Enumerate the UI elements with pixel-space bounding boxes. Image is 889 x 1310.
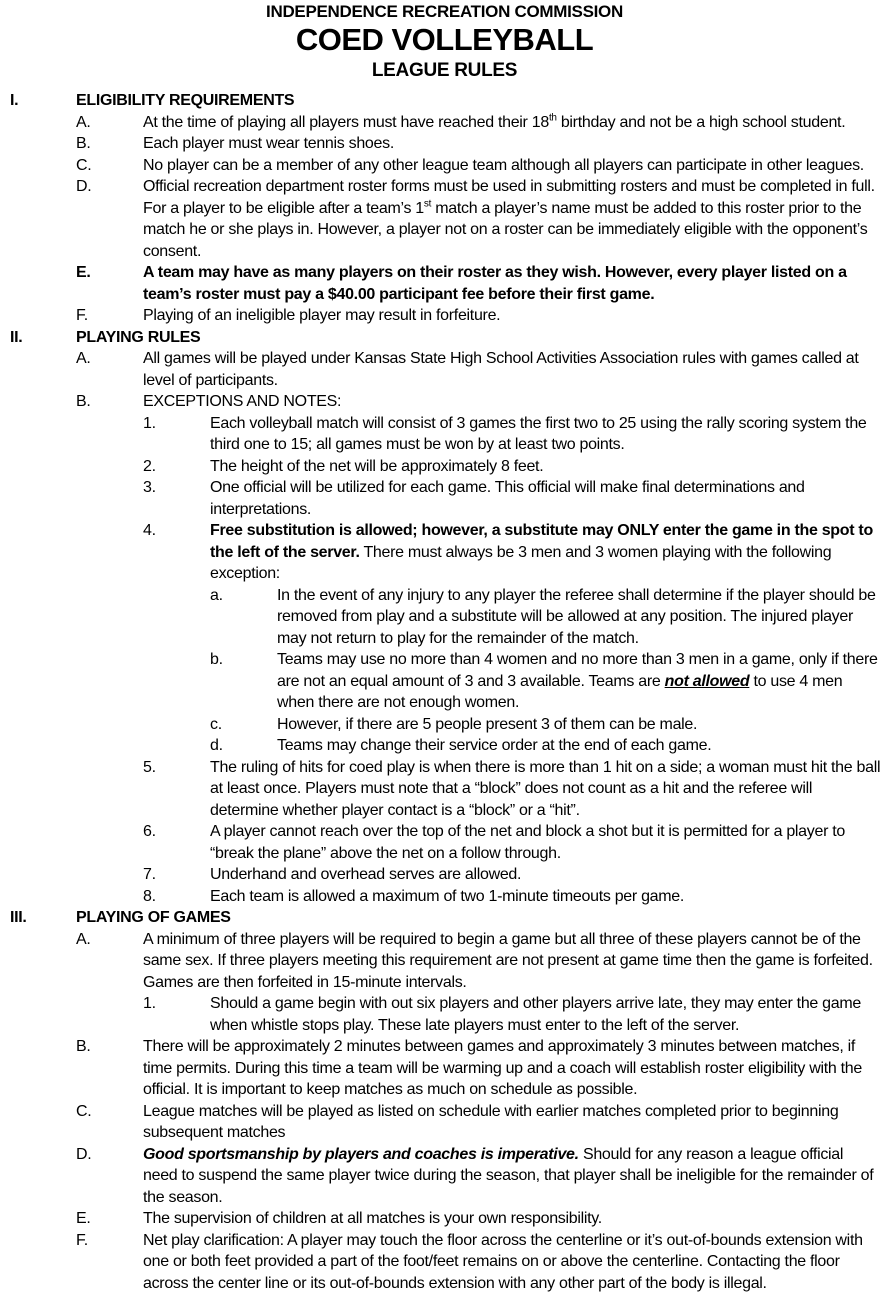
rule-text: A minimum of three players will be required to begin a game but all three of these players cannot be of the same sex. If three players meeting this requirement are not present at game time then the game is forfeited. Games are then forfeited in 15-minute intervals. — [143, 930, 873, 991]
rule-text: However, if there are 5 people present 3 of them can be male. — [277, 715, 698, 733]
item-marker: 2. — [143, 457, 156, 475]
item-marker: b. — [210, 651, 223, 668]
rule-subitem — [0, 821, 889, 864]
rule-text: League matches will be played as listed on schedule with earlier matches completed prior to beginning subsequent matches — [143, 1102, 839, 1141]
rule-text: birthday and not be a high school student. — [556, 113, 846, 131]
rule-text: Each volleyball match will consist of 3 games the first two to 25 using the rally scoring system the third one to 15; all games must be won by at least two points. — [210, 414, 867, 453]
rule-subsubitem — [0, 735, 889, 757]
rule-text: There must always be 3 men and 3 women playing with the following exception: — [210, 543, 832, 582]
item-marker: D. — [76, 178, 92, 195]
rule-text: A team may have as many players on their roster as they wish. However, every player listed on a team’s roster must pay a $40.00 participant fee before their first game. — [143, 264, 847, 303]
rule-subsubitem — [0, 714, 889, 736]
document-subtitle: LEAGUE RULES — [371, 60, 518, 81]
section-title: ELIGIBILITY REQUIREMENTS — [76, 92, 295, 109]
rule-subitem — [0, 886, 889, 908]
item-marker: 3. — [143, 479, 156, 496]
item-marker: B. — [76, 1038, 91, 1055]
section-title: PLAYING OF GAMES — [76, 909, 231, 926]
rule-text: Teams may change their service order at the end of each game. — [277, 737, 712, 754]
section-marker: II. — [10, 328, 23, 346]
item-marker: 7. — [143, 866, 156, 883]
item-marker: C. — [76, 156, 92, 174]
rule-emphasis: not allowed — [664, 672, 750, 690]
item-marker: 4. — [143, 522, 156, 539]
rule-item — [0, 1144, 889, 1209]
item-marker: 5. — [143, 758, 156, 776]
ordinal-suffix: th — [548, 112, 557, 124]
section-heading-playing-rules — [0, 327, 889, 349]
rule-text: to use 4 men when there are not enough women. — [277, 672, 843, 711]
document-title: COED VOLLEYBALL — [295, 22, 594, 57]
item-marker: a. — [210, 586, 223, 604]
rule-text: match a player’s name must be added to this roster prior to the match he or she plays in. However, a player not on a roster can be immediately eligible with the opponent’s consent. — [143, 199, 868, 260]
rule-subsubitem — [0, 585, 889, 650]
rule-text: Each player must wear tennis shoes. — [143, 135, 394, 152]
item-marker: B. — [76, 393, 91, 410]
item-marker: c. — [210, 715, 222, 733]
item-marker: F. — [76, 307, 88, 324]
item-marker: B. — [76, 135, 91, 152]
section-marker: III. — [10, 909, 27, 926]
rule-item — [0, 155, 889, 177]
rule-text: Should for any reason a league official need to suspend the same player twice during the season, that player shall be ineligible for the remainder of the season. — [143, 1145, 874, 1206]
rule-text: The ruling of hits for coed play is when there is more than 1 hit on a side; a woman must hit the ball at least once. Players must note that a “block” does not count as a hit and the referee will determine whether player contact is a “block” or a “hit”. — [210, 758, 881, 819]
ordinal-suffix: st — [423, 198, 432, 210]
rule-item — [0, 929, 889, 994]
rule-item — [0, 112, 889, 134]
rule-text: EXCEPTIONS AND NOTES: — [143, 393, 342, 410]
rule-subitem — [0, 993, 889, 1036]
rule-text: The supervision of children at all matches is your own responsibility. — [143, 1210, 602, 1227]
item-marker: C. — [76, 1102, 92, 1120]
rule-text: Teams may use no more than 4 women and no more than 3 men in a game, only if there are not an equal amount of 3 and 3 available. Teams are — [277, 651, 878, 690]
rule-text: All games will be played under Kansas State High School Activities Association rules with games called at level of participants. — [143, 350, 859, 389]
rule-text: In the event of any injury to any player the referee shall determine if the player should be removed from play and a substitute will be allowed at any position. The injured player may not return to play for the remainder of the match. — [277, 586, 876, 647]
section-marker: I. — [10, 92, 19, 109]
item-marker: E. — [76, 264, 91, 281]
rule-item — [0, 1230, 889, 1295]
rule-item — [0, 305, 889, 327]
rule-subsubitem — [0, 649, 889, 714]
item-marker: A. — [76, 930, 91, 948]
item-marker: 8. — [143, 887, 156, 905]
rule-subitem — [0, 757, 889, 822]
item-marker: A. — [76, 113, 91, 131]
rule-text: There will be approximately 2 minutes between games and approximately 3 minutes between matches, if time permits. During this time a team will be warming up and a coach will establish roster eligibility with the official. It is important to keep matches as much on schedule as possible. — [143, 1038, 863, 1098]
rule-text: Net play clarification: A player may touch the floor across the centerline or it’s out-of-bounds extension with one or both feet provided a part of the foot/feet remains on or above the centerline. Contacting the floor across the center line or its out-of-bounds extension with any other part of the body is illegal. — [143, 1231, 863, 1292]
rule-item — [0, 262, 889, 305]
item-marker: D. — [76, 1145, 92, 1163]
item-marker: 6. — [143, 823, 156, 840]
rule-text: Playing of an ineligible player may result in forfeiture. — [143, 307, 501, 324]
rule-text: A player cannot reach over the top of the net and block a shot but it is permitted for a player to “break the plane” above the net on a follow through. — [210, 823, 845, 862]
rule-item — [0, 348, 889, 391]
rule-subitem — [0, 477, 889, 520]
item-marker: A. — [76, 350, 91, 367]
rule-text: At the time of playing all players must have reached their 18 — [143, 113, 549, 131]
item-marker: 1. — [143, 995, 156, 1012]
rule-item — [0, 1101, 889, 1144]
rule-text: The height of the net will be approximately 8 feet. — [210, 457, 544, 475]
item-marker: d. — [210, 737, 223, 754]
rule-text: Underhand and overhead serves are allowed. — [210, 866, 522, 883]
item-marker: 1. — [143, 414, 156, 432]
section-title: PLAYING RULES — [76, 328, 201, 346]
rule-item — [0, 1036, 889, 1101]
rule-text: No player can be a member of any other league team although all players can participate in other leagues. — [143, 156, 864, 174]
section-heading-playing-of-games — [0, 907, 889, 929]
rule-subitem — [0, 456, 889, 478]
rule-item — [0, 1208, 889, 1230]
rule-subitem — [0, 864, 889, 886]
rule-emphasis: Free substitution is allowed; however, a substitute may ONLY enter the game in the spot to the left of the server. — [210, 522, 873, 561]
section-heading-eligibility — [0, 90, 889, 112]
item-marker: E. — [76, 1210, 91, 1227]
rule-text: Official recreation department roster forms must be used in submitting rosters and must be completed in full. For a player to be eligible after a team’s 1 — [143, 178, 875, 217]
rule-text: Each team is allowed a maximum of two 1-minute timeouts per game. — [210, 887, 685, 905]
rule-item — [0, 176, 889, 262]
rule-text: Should a game begin with out six players and other players arrive late, they may enter the game when whistle stops play. These late players must enter to the left of the server. — [210, 995, 861, 1034]
rule-item — [0, 391, 889, 413]
item-marker: F. — [76, 1231, 88, 1249]
rule-subitem — [0, 413, 889, 456]
rule-subitem — [0, 520, 889, 585]
organization-name: INDEPENDENCE RECREATION COMMISSION — [266, 2, 623, 21]
rule-item — [0, 133, 889, 155]
rule-emphasis: Good sportsmanship by players and coaches is imperative. — [143, 1145, 579, 1163]
rule-text: One official will be utilized for each game. This official will make final determinations and interpretations. — [210, 479, 805, 518]
